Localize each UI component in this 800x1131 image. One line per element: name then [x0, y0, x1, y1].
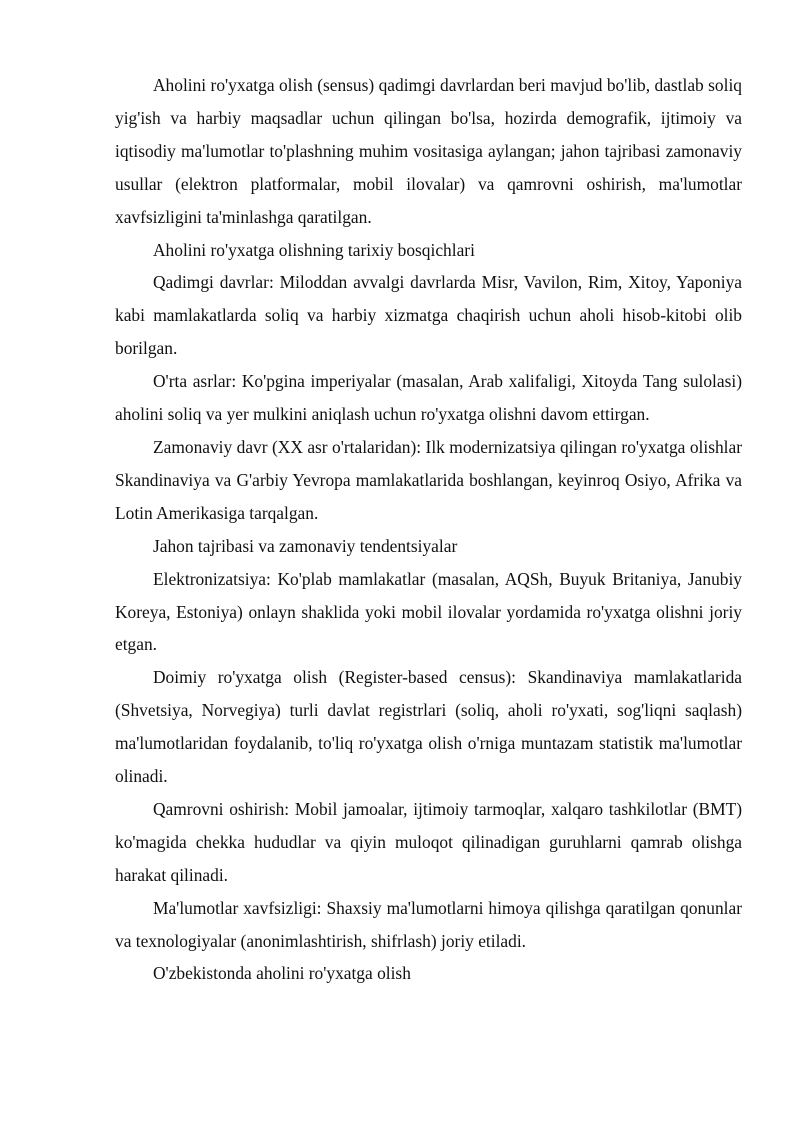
- section-heading-uzbekistan: O'zbekistonda aholini ro'yxatga olish: [153, 963, 411, 984]
- paragraph-register-based-census: Doimiy ro'yxatga olish (Register-based census): Skandinaviya mamlakatlarida (Shvetsiya, Norvegiya) turli davlat registrlari (soliq, aholi ro'yxati, sog'liqni saqlash) ma'lumotlaridan foydalanib, to'liq ro'yxatga olish o'rniga muntazam statistik ma'lumotlar olinadi.: [115, 667, 742, 787]
- paragraph-modern-era: Zamonaviy davr (XX asr o'rtalaridan): Ilk modernizatsiya qilingan ro'yxatga olishlar Skandinaviya va G'arbiy Yevropa mamlakatlarida boshlangan, keyinroq Osiyo, Afrika va Lotin Amerikasiga tarqalgan.: [115, 436, 742, 523]
- section-heading-historical-stages: Aholini ro'yxatga olishning tarixiy bosqichlari: [153, 239, 475, 260]
- intro-paragraph: Aholini ro'yxatga olish (sensus) qadimgi davrlardan beri mavjud bo'lib, dastlab soliq yig'ish va harbiy maqsadlar uchun qilingan bo'lsa, hozirda demografik, ijtimoiy va iqtisodiy ma'lumotlar to'plashning muhim vositasiga aylangan; jahon tajribasi zamonaviy usullar (elektron platformalar, mobil ilovalar) va qamrovni oshirish, ma'lumotlar xavfsizligini ta'minlashga qaratilgan.: [115, 75, 742, 227]
- paragraph-electronization: Elektronizatsiya: Ko'plab mamlakatlar (masalan, AQSh, Buyuk Britaniya, Janubiy Koreya, Estoniya) onlayn shaklida yoki mobil ilovalar yordamida ro'yxatga olishni joriy etgan.: [115, 568, 742, 655]
- paragraph-coverage: Qamrovni oshirish: Mobil jamoalar, ijtimoiy tarmoqlar, xalqaro tashkilotlar (BMT) ko'magida chekka hududlar va qiyin muloqot qilinadigan guruhlarni qamrab olishga harakat qilinadi.: [115, 798, 742, 885]
- section-heading-world-experience: Jahon tajribasi va zamonaviy tendentsiyalar: [153, 535, 458, 556]
- paragraph-ancient-times: Qadimgi davrlar: Miloddan avvalgi davrlarda Misr, Vavilon, Rim, Xitoy, Yaponiya kabi mamlakatlarda soliq va harbiy xizmatga chaqirish uchun aholi hisob-kitobi olib borilgan.: [115, 272, 742, 359]
- paragraph-data-security: Ma'lumotlar xavfsizligi: Shaxsiy ma'lumotlarni himoya qilishga qaratilgan qonunlar va texnologiyalar (anonimlashtirish, shifrlash) joriy etiladi.: [115, 897, 742, 951]
- document-page: [115, 69, 742, 990]
- paragraph-middle-ages: O'rta asrlar: Ko'pgina imperiyalar (masalan, Arab xalifaligi, Xitoyda Tang sulolasi) aholini soliq va yer mulkini aniqlash uchun ro'yxatga olishni davom ettirgan.: [115, 371, 742, 425]
